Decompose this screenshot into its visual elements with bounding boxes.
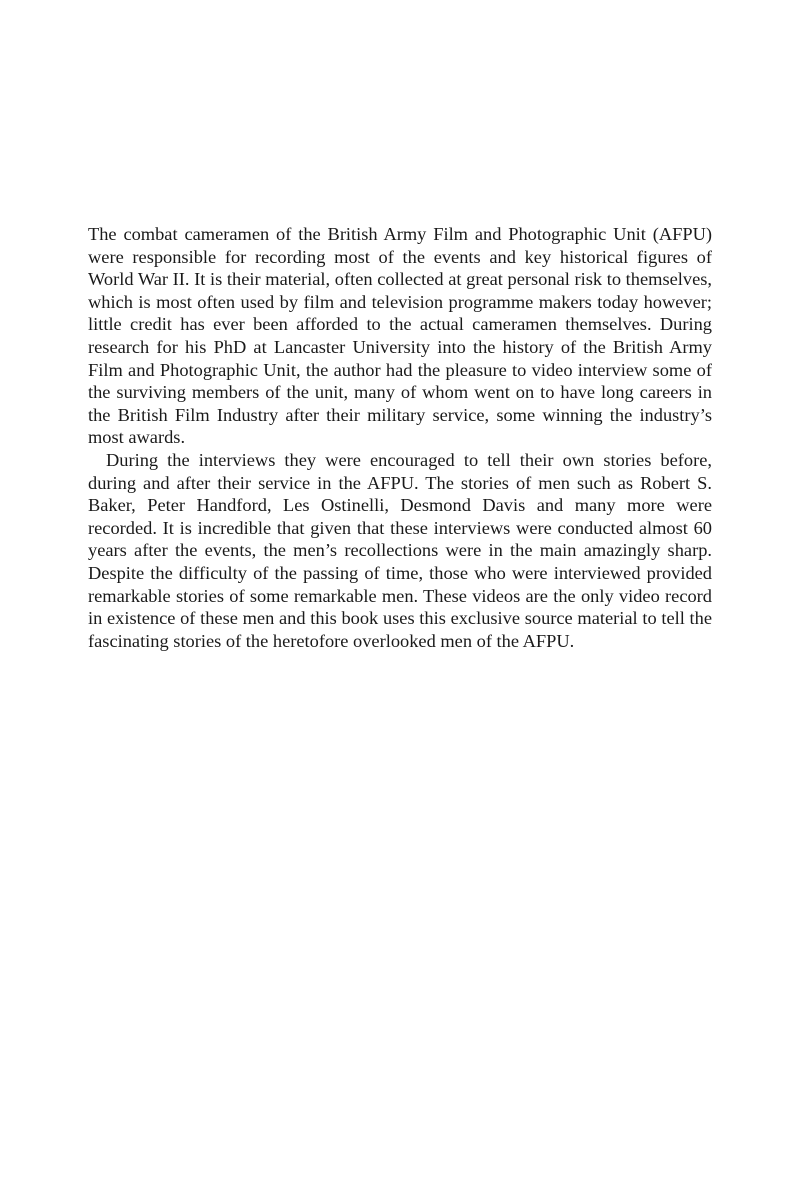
body-text xyxy=(88,223,712,652)
paragraph-2: During the interviews they were encouraged to tell their own stories before, during and after their service in the AFPU. The stories of men such as Robert S. Baker, Peter Handford, Les Ostinelli, Desmond Davis and many more were recorded. It is incredible that given that these interviews were conducted almost 60 years after the events, the men’s recollections were in the main amazingly sharp. Despite the difficulty of the passing of time, those who were interviewed provided remarkable stories of some remarkable men. These videos are the only video record in existence of these men and this book uses this exclusive source material to tell the fascinating stories of the heretofore overlooked men of the AFPU. xyxy=(88,449,712,651)
paragraph-1: The combat cameramen of the British Army Film and Photographic Unit (AFPU) were responsible for recording most of the events and key historical figures of World War II. It is their material, often collected at great personal risk to themselves, which is most often used by film and television programme makers today however; little credit has ever been afforded to the actual cameramen themselves. During research for his PhD at Lancaster University into the history of the British Army Film and Photographic Unit, the author had the pleasure to video interview some of the surviving members of the unit, many of whom went on to have long careers in the British Film Industry after their military service, some winning the industry’s most awards. xyxy=(88,224,712,448)
